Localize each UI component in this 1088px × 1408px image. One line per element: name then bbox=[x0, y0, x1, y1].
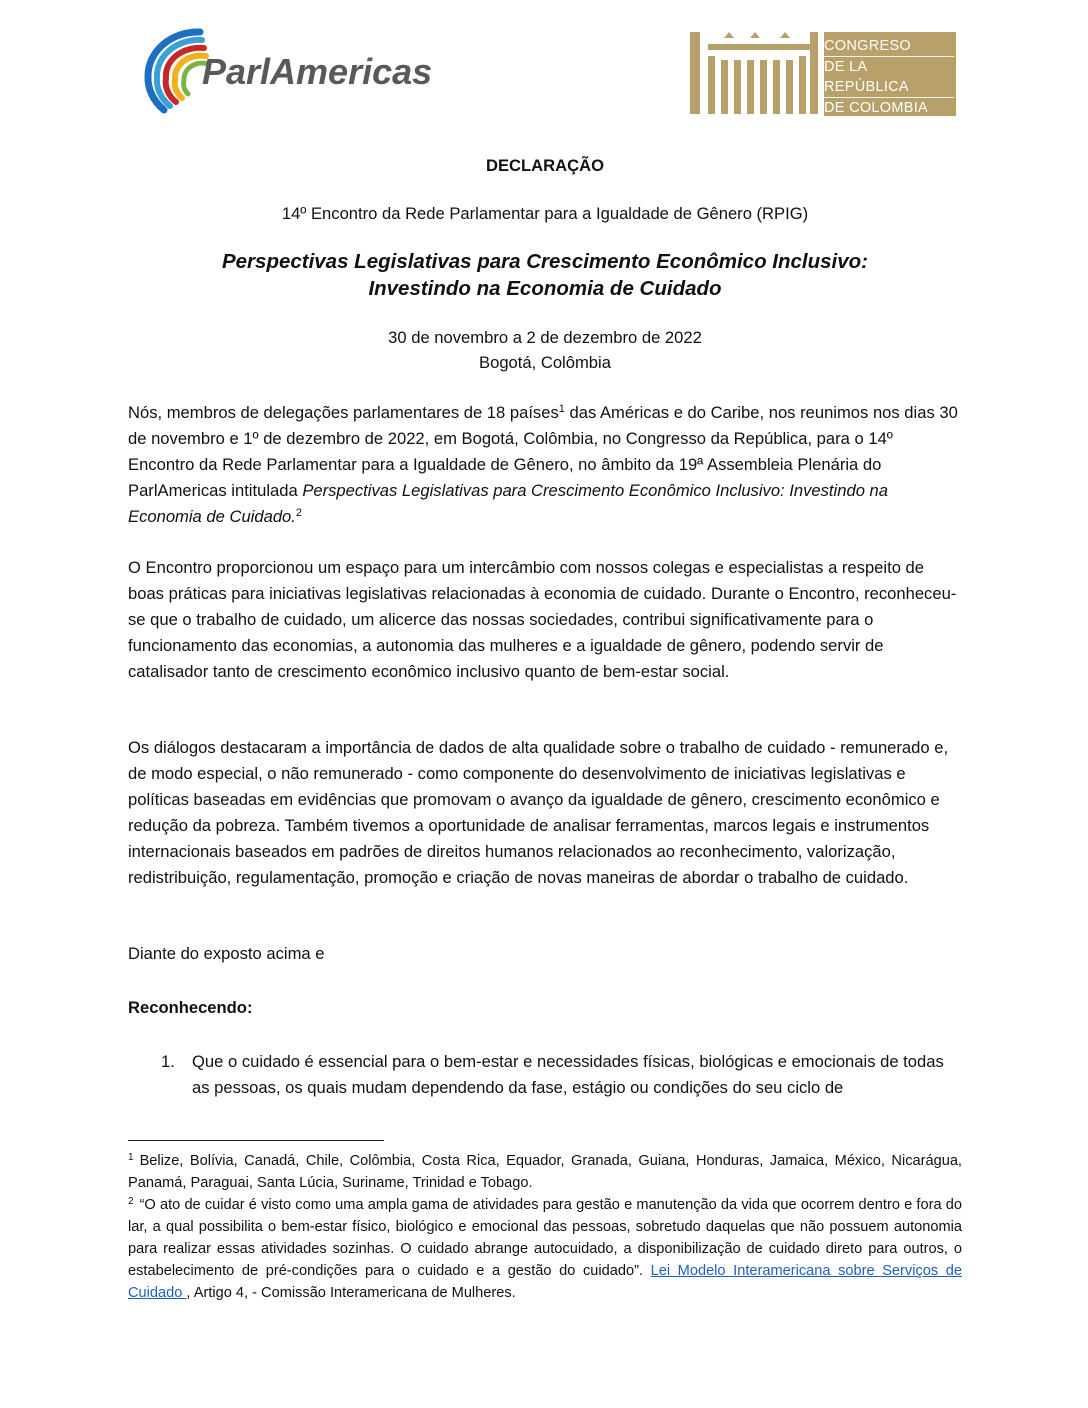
p1-italic-title: Perspectivas Legislativas para Crescimento Econômico Inclusivo: Investindo na Economia de Cuidado. bbox=[128, 480, 888, 526]
footnote-1 bbox=[128, 1150, 962, 1194]
footnote-2-text: “O ato de cuidar é visto como uma ampla gama de atividades para gestão e manutenção da vida que ocorrem dentro e fora do lar, a qual possibilita o bem-estar físico, biológico e emocional das pessoas, sobretudo daquelas que não possuem autonomia para realizar essas atividades sozinhas. O cuidado abrange autocuidado, a disponibilização de cuidado direto para outros, o estabelecimento de pré-condições para o cuidado e a gestão do cuidado”. bbox=[128, 1197, 962, 1279]
title-line-1: Perspectivas Legislativas para Crescimento Econômico Inclusivo: bbox=[221, 250, 868, 273]
p1-part-a: Nós, membros de delegações parlamentares de 18 países bbox=[128, 403, 559, 422]
paragraph-intro bbox=[128, 400, 962, 530]
document-title bbox=[128, 248, 962, 302]
seal-line-2: DE LA REPÚBLICA bbox=[824, 57, 954, 98]
footnote-ref-1[interactable]: 1 bbox=[558, 403, 565, 415]
seal-line-3: DE COLOMBIA bbox=[824, 100, 929, 116]
event-date: 30 de novembro a 2 de dezembro de 2022 bbox=[388, 328, 702, 347]
list-item-text: Que o cuidado é essencial para o bem-estar e necessidades físicas, biológicas e emocionais de todas as pessoas, os quais mudam dependendo da fase, estágio ou condições do seu ciclo de bbox=[192, 1052, 944, 1097]
footnote-2-number: 2 bbox=[128, 1196, 134, 1207]
parlamericas-wordmark: ParlAmericas bbox=[202, 51, 433, 92]
document-heading: DECLARAÇÃO bbox=[486, 156, 604, 175]
footnote-2 bbox=[128, 1194, 962, 1304]
list-item-number: 1. bbox=[161, 1052, 175, 1071]
title-line-2: Investindo na Economia de Cuidado bbox=[368, 277, 722, 300]
footnote-2-tail: , Artigo 4, - Comissão Interamericana de Mulheres. bbox=[186, 1285, 516, 1301]
paragraph-dialogos: Os diálogos destacaram a importância de dados de alta qualidade sobre o trabalho de cuidado - remunerado e, de modo especial, o não remunerado - como componente do desenvolvimento de iniciativas legislativas e políticas baseadas em evidências que promovam o avanço da igualdade de gênero, crescimento econômico e redução da pobreza. Também tivemos a oportunidade de analisar ferramentas, marcos legais e instrumentos internacionais baseados em padrões de direitos humanos relacionados ao reconhecimento, valorização, redistribuição, regulamentação, promoção e criação de novas maneiras de abordar o trabalho de cuidado. bbox=[128, 738, 949, 887]
congreso-logo-text bbox=[824, 36, 954, 118]
event-date-place bbox=[128, 325, 962, 375]
document-subtitle: 14º Encontro da Rede Parlamentar para a Igualdade de Gênero (RPIG) bbox=[281, 204, 809, 223]
seal-line-1: CONGRESO bbox=[824, 36, 954, 57]
parlamericas-logo bbox=[140, 22, 460, 118]
footnotes bbox=[128, 1150, 962, 1304]
footnote-1-number: 1 bbox=[128, 1152, 134, 1163]
section-reconhecendo: Reconhecendo: bbox=[128, 998, 253, 1017]
paragraph-encontro: O Encontro proporcionou um espaço para um intercâmbio com nossos colegas e especialistas a respeito de boas práticas para iniciativas legislativas relacionadas à economia de cuidado. Durante o Encontro, reconheceu-se que o trabalho de cuidado, um alicerce das nossas sociedades, contribui significativamente para o funcionamento das economias, a autonomia das mulheres e a igualdade de gênero, podendo servir de catalisador tanto de crescimento econômico inclusivo quanto de bem-estar social. bbox=[128, 558, 957, 681]
event-place: Bogotá, Colômbia bbox=[479, 353, 611, 372]
lei-modelo-link[interactable]: Lei Modelo Interamericana sobre Serviços de Cuidado bbox=[128, 1263, 962, 1301]
p1-part-b: das Américas e do Caribe, nos reunimos nos dias 30 de novembro e 1º de dezembro de 2022, em Bogotá, Colômbia, no Congresso da República, para o 14º Encontro da Rede Parlamentar para a Igualdade de Gênero, no âmbito da 19ª Assembleia Plenária do ParlAmericas intitulada bbox=[128, 403, 958, 500]
paragraph-diante: Diante do exposto acima e bbox=[128, 944, 325, 963]
footnote-ref-2[interactable]: 2 bbox=[295, 506, 303, 519]
footnote-1-text: Belize, Bolívia, Canadá, Chile, Colômbia, Costa Rica, Equador, Granada, Guiana, Honduras, Jamaica, México, Nicarágua, Panamá, Paraguai, Santa Lúcia, Suriname, Trinidad e Tobago. bbox=[128, 1153, 962, 1191]
footnote-divider bbox=[128, 1140, 384, 1141]
